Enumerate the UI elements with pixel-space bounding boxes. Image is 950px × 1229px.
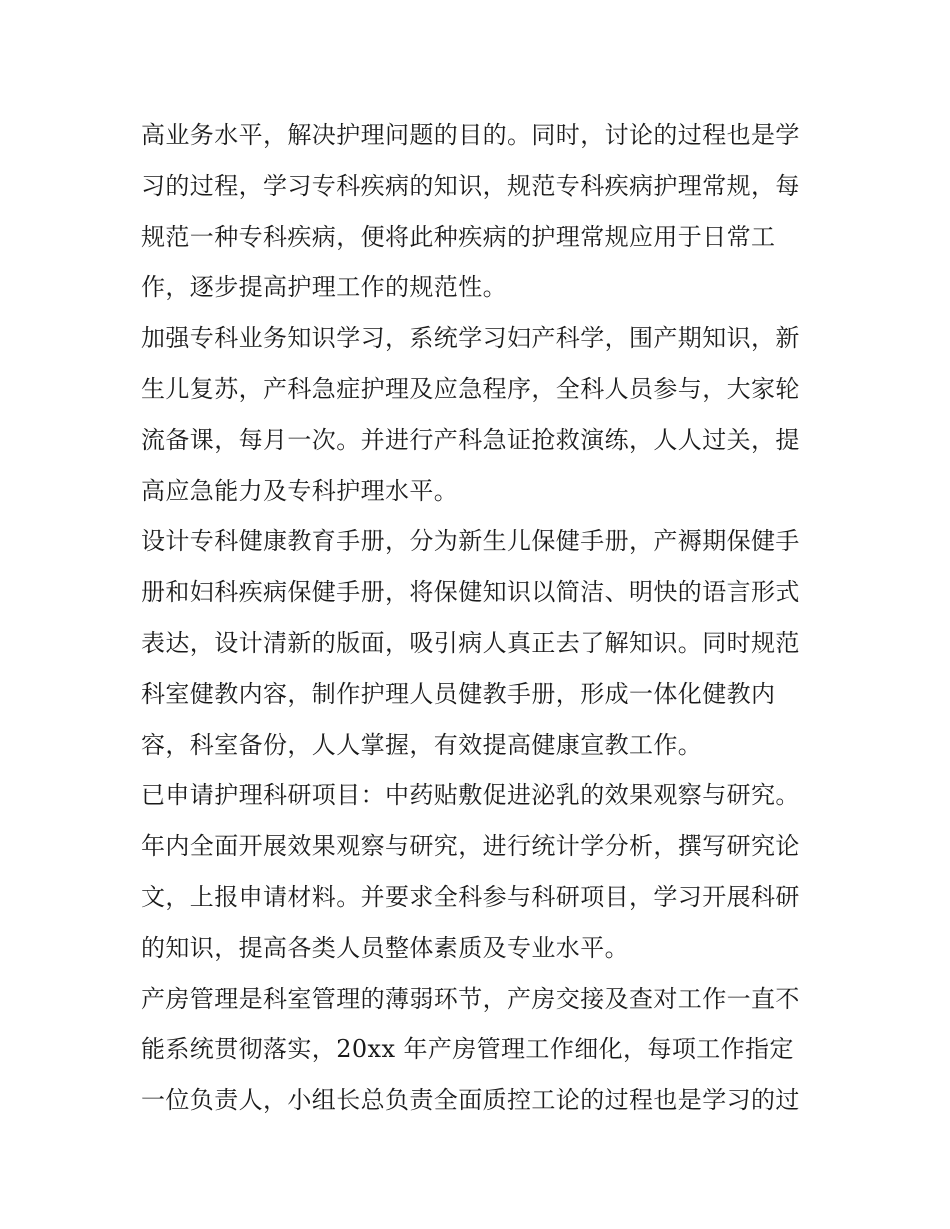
text-line-4: 作，逐步提高护理工作的规范性。 — [141, 273, 507, 302]
text-line-6: 生儿复苏，产科急症护理及应急程序，全科人员参与，大家轮 — [141, 374, 800, 403]
text-line-20: 一位负责人，小组长总负责全面质控工论的过程也是学习的过 — [141, 1086, 800, 1115]
text-line-18: 产房管理是科室管理的薄弱环节，产房交接及查对工作一直不 — [141, 984, 800, 1013]
text-line-13: 容，科室备份，人人掌握，有效提高健康宣教工作。 — [141, 730, 703, 759]
text-line-8: 高应急能力及专科护理水平。 — [141, 476, 459, 505]
text-line-11: 表达，设计清新的版面，吸引病人真正去了解知识。同时规范 — [141, 628, 800, 657]
document-body — [141, 110, 821, 1126]
text-line-15: 年内全面开展效果观察与研究，进行统计学分析，撰写研究论 — [141, 832, 800, 861]
text-line-10: 册和妇科疾病保健手册，将保健知识以简洁、明快的语言形式 — [141, 578, 800, 607]
text-line-3: 规范一种专科疾病，便将此种疾病的护理常规应用于日常工 — [141, 222, 776, 251]
text-line-19: 能系统贯彻落实，20xx 年产房管理工作细化，每项工作指定 — [141, 1035, 794, 1064]
text-line-12: 科室健教内容，制作护理人员健教手册，形成一体化健教内 — [141, 679, 776, 708]
text-line-9: 设计专科健康教育手册，分为新生儿保健手册，产褥期保健手 — [141, 527, 800, 556]
text-line-1: 高业务水平，解决护理问题的目的。同时，讨论的过程也是学 — [141, 121, 800, 149]
text-line-14: 已申请护理科研项目：中药贴敷促进泌乳的效果观察与研究。 — [141, 781, 800, 810]
text-line-17: 的知识，提高各类人员整体素质及专业水平。 — [141, 933, 629, 962]
text-line-16: 文，上报申请材料。并要求全科参与科研项目，学习开展科研 — [141, 882, 800, 911]
text-line-7: 流备课，每月一次。并进行产科急证抢救演练，人人过关，提 — [141, 425, 800, 454]
text-line-5: 加强专科业务知识学习，系统学习妇产科学，围产期知识，新 — [141, 324, 800, 353]
text-line-2: 习的过程，学习专科疾病的知识，规范专科疾病护理常规，每 — [141, 171, 800, 200]
